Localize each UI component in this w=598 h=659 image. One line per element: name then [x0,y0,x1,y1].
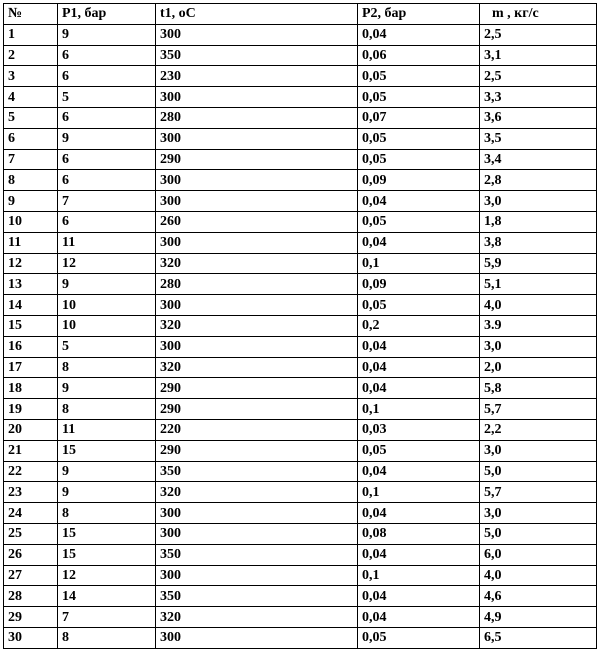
cell-number: 22 [4,461,58,482]
cell-p2: 0,05 [358,440,480,461]
cell-m: 2,2 [480,419,597,440]
cell-t1: 320 [156,482,358,503]
header-row [4,4,597,25]
table-row [4,607,597,628]
cell-p2: 0,04 [358,336,480,357]
cell-t1: 300 [156,87,358,108]
cell-p2: 0,1 [358,399,480,420]
cell-p1: 12 [58,253,156,274]
cell-p1: 6 [58,107,156,128]
cell-p1: 11 [58,232,156,253]
cell-t1: 300 [156,523,358,544]
cell-m: 5,8 [480,378,597,399]
cell-p2: 0,05 [358,87,480,108]
cell-t1: 290 [156,378,358,399]
cell-number: 16 [4,336,58,357]
cell-p2: 0,1 [358,253,480,274]
cell-t1: 260 [156,211,358,232]
cell-p1: 8 [58,503,156,524]
cell-m: 3.9 [480,315,597,336]
cell-m: 2,5 [480,66,597,87]
table-row [4,503,597,524]
cell-p1: 9 [58,482,156,503]
cell-p2: 0,05 [358,627,480,648]
cell-m: 5,7 [480,482,597,503]
cell-p2: 0,05 [358,295,480,316]
cell-m: 3,3 [480,87,597,108]
table-row [4,461,597,482]
variants-table [3,3,597,649]
cell-t1: 300 [156,232,358,253]
cell-m: 4,0 [480,295,597,316]
cell-p1: 8 [58,399,156,420]
table-row [4,191,597,212]
table-row [4,295,597,316]
cell-p1: 6 [58,149,156,170]
cell-p2: 0,04 [358,24,480,45]
table-row [4,627,597,648]
cell-p2: 0,04 [358,378,480,399]
cell-t1: 300 [156,627,358,648]
cell-t1: 220 [156,419,358,440]
cell-number: 17 [4,357,58,378]
cell-p2: 0,2 [358,315,480,336]
cell-m: 3,0 [480,440,597,461]
table-row [4,66,597,87]
cell-p1: 9 [58,378,156,399]
cell-number: 30 [4,627,58,648]
cell-p2: 0,06 [358,45,480,66]
cell-number: 13 [4,274,58,295]
cell-p2: 0,03 [358,419,480,440]
cell-m: 3,0 [480,336,597,357]
cell-m: 3,8 [480,232,597,253]
cell-p2: 0,04 [358,544,480,565]
table-row [4,24,597,45]
cell-number: 20 [4,419,58,440]
cell-t1: 300 [156,128,358,149]
cell-p1: 8 [58,627,156,648]
table-row [4,87,597,108]
table-row [4,544,597,565]
header-number: № [4,4,58,25]
cell-number: 6 [4,128,58,149]
cell-number: 27 [4,565,58,586]
cell-t1: 300 [156,24,358,45]
cell-t1: 320 [156,253,358,274]
cell-m: 5,1 [480,274,597,295]
cell-m: 6,0 [480,544,597,565]
cell-p1: 9 [58,461,156,482]
header-p2: P2, бар [358,4,480,25]
cell-number: 23 [4,482,58,503]
cell-t1: 320 [156,607,358,628]
header-m: m , кг/с [480,4,597,25]
cell-m: 4,9 [480,607,597,628]
table-row [4,107,597,128]
table-row [4,232,597,253]
cell-number: 14 [4,295,58,316]
cell-t1: 350 [156,461,358,482]
table-row [4,336,597,357]
cell-m: 1,8 [480,211,597,232]
table-row [4,253,597,274]
table-row [4,482,597,503]
cell-m: 3,6 [480,107,597,128]
cell-p2: 0,09 [358,274,480,295]
cell-p1: 15 [58,544,156,565]
cell-number: 12 [4,253,58,274]
cell-p2: 0,05 [358,149,480,170]
cell-m: 3,0 [480,191,597,212]
table-row [4,586,597,607]
header-p1: P1, бар [58,4,156,25]
table-row [4,357,597,378]
table-row [4,170,597,191]
cell-m: 5,7 [480,399,597,420]
cell-number: 10 [4,211,58,232]
cell-p2: 0,05 [358,66,480,87]
cell-p2: 0,08 [358,523,480,544]
table-row [4,274,597,295]
cell-t1: 300 [156,336,358,357]
cell-p2: 0,1 [358,565,480,586]
cell-t1: 230 [156,66,358,87]
cell-p2: 0,04 [358,607,480,628]
cell-p1: 10 [58,295,156,316]
table-row [4,523,597,544]
cell-t1: 290 [156,399,358,420]
cell-p2: 0,04 [358,357,480,378]
table-row [4,440,597,461]
cell-p2: 0,04 [358,232,480,253]
cell-number: 28 [4,586,58,607]
cell-p1: 15 [58,523,156,544]
cell-p1: 8 [58,357,156,378]
cell-p1: 7 [58,191,156,212]
cell-t1: 290 [156,440,358,461]
cell-number: 5 [4,107,58,128]
table-row [4,315,597,336]
cell-m: 5,0 [480,461,597,482]
cell-t1: 350 [156,544,358,565]
cell-p1: 9 [58,128,156,149]
cell-p1: 5 [58,87,156,108]
cell-p2: 0,09 [358,170,480,191]
cell-number: 19 [4,399,58,420]
cell-number: 25 [4,523,58,544]
cell-m: 3,5 [480,128,597,149]
cell-p1: 7 [58,607,156,628]
cell-p2: 0,05 [358,128,480,149]
cell-t1: 290 [156,149,358,170]
cell-number: 26 [4,544,58,565]
table-row [4,149,597,170]
cell-number: 18 [4,378,58,399]
cell-m: 2,8 [480,170,597,191]
cell-m: 6,5 [480,627,597,648]
cell-p2: 0,04 [358,503,480,524]
cell-t1: 300 [156,191,358,212]
table-row [4,128,597,149]
cell-number: 21 [4,440,58,461]
cell-p2: 0,04 [358,586,480,607]
header-t1: t1, oC [156,4,358,25]
cell-p1: 11 [58,419,156,440]
cell-m: 3,1 [480,45,597,66]
cell-number: 29 [4,607,58,628]
cell-number: 3 [4,66,58,87]
cell-m: 5,0 [480,523,597,544]
cell-number: 8 [4,170,58,191]
cell-p1: 6 [58,45,156,66]
cell-p2: 0,1 [358,482,480,503]
cell-m: 4,0 [480,565,597,586]
cell-m: 3,4 [480,149,597,170]
cell-p1: 5 [58,336,156,357]
cell-t1: 320 [156,357,358,378]
table-body [4,24,597,648]
cell-t1: 320 [156,315,358,336]
cell-t1: 280 [156,274,358,295]
cell-number: 11 [4,232,58,253]
cell-number: 4 [4,87,58,108]
cell-t1: 350 [156,45,358,66]
cell-p2: 0,07 [358,107,480,128]
cell-t1: 300 [156,295,358,316]
cell-m: 5,9 [480,253,597,274]
cell-p2: 0,05 [358,211,480,232]
cell-p1: 6 [58,170,156,191]
cell-p1: 9 [58,24,156,45]
table-row [4,378,597,399]
cell-t1: 300 [156,170,358,191]
cell-m: 2,5 [480,24,597,45]
cell-number: 2 [4,45,58,66]
cell-t1: 300 [156,565,358,586]
cell-m: 3,0 [480,503,597,524]
cell-m: 4,6 [480,586,597,607]
table-row [4,419,597,440]
cell-number: 15 [4,315,58,336]
cell-p1: 15 [58,440,156,461]
cell-m: 2,0 [480,357,597,378]
cell-p1: 9 [58,274,156,295]
cell-number: 1 [4,24,58,45]
cell-number: 9 [4,191,58,212]
table-row [4,399,597,420]
table-row [4,211,597,232]
cell-p2: 0,04 [358,191,480,212]
cell-t1: 300 [156,503,358,524]
cell-p1: 6 [58,66,156,87]
cell-number: 24 [4,503,58,524]
cell-p1: 14 [58,586,156,607]
cell-p1: 10 [58,315,156,336]
cell-t1: 280 [156,107,358,128]
cell-p2: 0,04 [358,461,480,482]
cell-p1: 12 [58,565,156,586]
cell-t1: 350 [156,586,358,607]
table-row [4,45,597,66]
table-row [4,565,597,586]
cell-number: 7 [4,149,58,170]
cell-p1: 6 [58,211,156,232]
